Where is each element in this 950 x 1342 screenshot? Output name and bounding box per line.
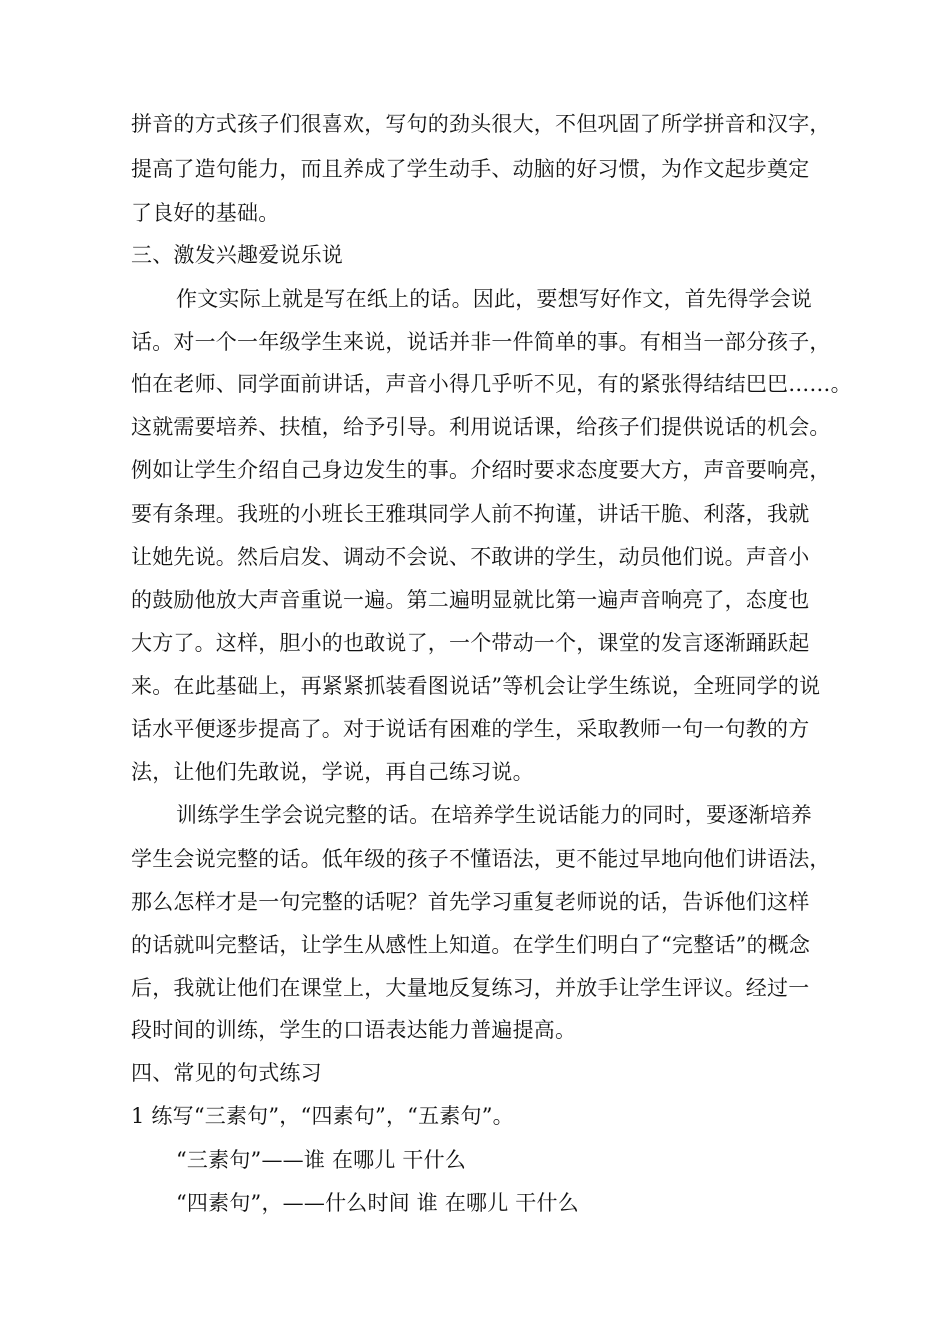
text-line: 法，让他们先敢说，学说，再自己练习说。: [131, 760, 534, 784]
text-line: 大方了。这样，胆小的也敢说了，一个带动一个，课堂的发言逐渐踊跃起: [131, 631, 810, 655]
text-line: 段时间的训练，学生的口语表达能力普遍提高。: [131, 1018, 577, 1042]
text-line: 那么怎样才是一句完整的话呢？首先学习重复老师说的话，告诉他们这样: [131, 890, 810, 914]
text-line: 这就需要培养、扶植，给予引导。利用说话课，给孩子们提供说话的机会。: [131, 415, 831, 439]
text-line: 怕在老师、同学面前讲话，声音小得几乎听不见，有的紧张得结结巴巴……。: [131, 372, 852, 396]
text-line: 话。对一个一年级学生来说，说话并非一件简单的事。有相当一部分孩子，: [131, 330, 831, 354]
text-line: 了良好的基础。: [131, 201, 280, 225]
text-line: 作文实际上就是写在纸上的话。因此，要想写好作文，首先得学会说: [176, 287, 812, 311]
text-line: 后，我就让他们在课堂上，大量地反复练习，并放手让学生评议。经过一: [131, 976, 810, 1000]
text-line: 的话就叫完整话，让学生从感性上知道。在学生们明白了“完整话”的概念: [131, 933, 811, 957]
list-item: 1 练写“三素句”，“四素句”，“五素句”。: [131, 1104, 514, 1128]
text-line: 让她先说。然后启发、调动不会说、不敢讲的学生，动员他们说。声音小: [131, 545, 810, 569]
section-heading: 四、常见的句式练习: [131, 1061, 322, 1085]
text-line: 提高了造句能力，而且养成了学生动手、动脑的好习惯，为作文起步奠定: [131, 157, 810, 181]
text-line: 学生会说完整的话。低年级的孩子不懂语法，更不能过早地向他们讲语法，: [131, 847, 831, 871]
text-line: 的鼓励他放大声音重说一遍。第二遍明显就比第一遍声音响亮了，态度也: [131, 588, 810, 612]
text-line: 拼音的方式孩子们很喜欢，写句的劲头很大，不但巩固了所学拼音和汉字，: [131, 112, 831, 136]
section-heading: 三、激发兴趣爱说乐说: [131, 243, 343, 267]
text-line: 来。在此基础上，再紧紧抓装看图说话”等机会让学生练说，全班同学的说: [131, 674, 821, 698]
text-line: 话水平便逐步提高了。对于说话有困难的学生，采取教师一句一句教的方: [131, 717, 810, 741]
list-subitem: “三素句”——谁 在哪儿 干什么: [176, 1148, 467, 1172]
text-line: 训练学生学会说完整的话。在培养学生说话能力的同时，要逐渐培养: [176, 803, 812, 827]
text-line: 要有条理。我班的小班长王雅琪同学人前不拘谨，讲话干脆、利落，我就: [131, 502, 810, 526]
text-line: 例如让学生介绍自己身边发生的事。介绍时要求态度要大方，声音要响亮，: [131, 458, 831, 482]
list-subitem: “四素句”，——什么时间 谁 在哪儿 干什么: [176, 1191, 579, 1215]
